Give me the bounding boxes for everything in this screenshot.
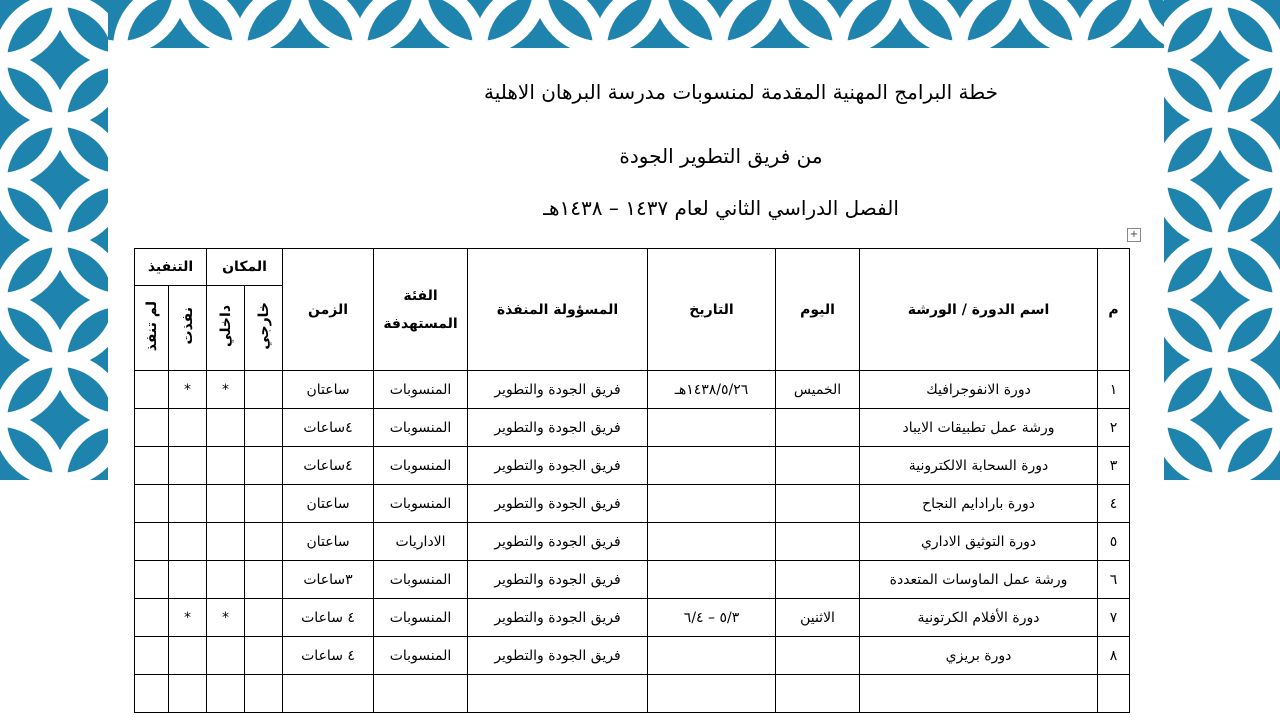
cell-internal	[207, 485, 245, 523]
cell-internal: *	[207, 371, 245, 409]
cell-responsible: فريق الجودة والتطوير	[468, 523, 648, 561]
header-exec-done	[169, 286, 207, 371]
table-row	[135, 485, 1130, 523]
cell-done	[169, 409, 207, 447]
header-target: الفئة المستهدفة	[374, 249, 468, 371]
cell-num: ٧	[1098, 599, 1130, 637]
cell-target: المنسوبات	[374, 599, 468, 637]
cell-external	[245, 447, 283, 485]
cell-date: ٥/٣ – ٦/٤	[648, 599, 776, 637]
table-row	[135, 371, 1130, 409]
cell-course: دورة بريزي	[860, 637, 1098, 675]
cell-time: ساعتان	[283, 523, 374, 561]
cell-responsible: فريق الجودة والتطوير	[468, 637, 648, 675]
cell-external	[245, 371, 283, 409]
table-row	[135, 599, 1130, 637]
cell-num: ٥	[1098, 523, 1130, 561]
cell-external	[245, 485, 283, 523]
cell-time: ٤ ساعات	[283, 599, 374, 637]
cell-day	[776, 447, 860, 485]
header-execution: التنفيذ	[135, 249, 207, 286]
cell-num: ٨	[1098, 637, 1130, 675]
table-move-handle-icon[interactable]: +	[1127, 228, 1141, 242]
top-pattern-band	[108, 0, 1164, 48]
cell-time: ساعتان	[283, 485, 374, 523]
cell-day: الخميس	[776, 371, 860, 409]
cell-not-done	[135, 523, 169, 561]
header-exec-not-done	[135, 286, 169, 371]
cell-num: ٢	[1098, 409, 1130, 447]
cell-done: *	[169, 599, 207, 637]
cell-date	[648, 409, 776, 447]
cell-external	[245, 599, 283, 637]
cell-responsible: فريق الجودة والتطوير	[468, 447, 648, 485]
cell-not-done	[135, 485, 169, 523]
header-place-external-label: خارجي	[255, 302, 272, 350]
cell-day	[776, 409, 860, 447]
cell-not-done	[135, 599, 169, 637]
table-row	[135, 561, 1130, 599]
cell-time: ٤ساعات	[283, 447, 374, 485]
cell-done	[169, 523, 207, 561]
cell-done	[169, 485, 207, 523]
cell-internal	[207, 523, 245, 561]
header-date: التاريخ	[648, 249, 776, 371]
cell-responsible: فريق الجودة والتطوير	[468, 485, 648, 523]
header-exec-done-label: نفذت	[179, 307, 196, 345]
circle-pattern	[108, 0, 1164, 48]
cell-num: ٦	[1098, 561, 1130, 599]
cell-responsible: فريق الجودة والتطوير	[468, 561, 648, 599]
cell-internal	[207, 447, 245, 485]
cell-date	[648, 485, 776, 523]
cell-day	[776, 637, 860, 675]
table-row	[135, 523, 1130, 561]
cell-not-done	[135, 371, 169, 409]
document-page	[108, 48, 1164, 720]
cell-external	[245, 637, 283, 675]
cell-num: ٤	[1098, 485, 1130, 523]
cell-responsible: فريق الجودة والتطوير	[468, 599, 648, 637]
cell-not-done	[135, 409, 169, 447]
cell-internal	[207, 561, 245, 599]
cell-time: ٣ساعات	[283, 561, 374, 599]
programs-table	[134, 248, 1130, 713]
cell-done	[169, 637, 207, 675]
cell-target: المنسوبات	[374, 371, 468, 409]
cell-target: المنسوبات	[374, 409, 468, 447]
cell-responsible: فريق الجودة والتطوير	[468, 409, 648, 447]
cell-course: دورة السحابة الالكترونية	[860, 447, 1098, 485]
cell-internal	[207, 409, 245, 447]
cell-not-done	[135, 637, 169, 675]
cell-done: *	[169, 371, 207, 409]
cell-responsible: فريق الجودة والتطوير	[468, 371, 648, 409]
table-row	[135, 409, 1130, 447]
table-row-cut	[135, 675, 1130, 713]
cell-course: دورة الأفلام الكرتونية	[860, 599, 1098, 637]
cell-internal: *	[207, 599, 245, 637]
header-exec-not-done-label: لم تنفذ	[143, 300, 160, 352]
header-place-internal-label: داخلي	[217, 305, 234, 347]
cell-target: المنسوبات	[374, 485, 468, 523]
cell-time: ساعتان	[283, 371, 374, 409]
header-responsible: المسؤولة المنفذة	[468, 249, 648, 371]
cell-target: المنسوبات	[374, 637, 468, 675]
cell-internal	[207, 637, 245, 675]
cell-course: ورشة عمل الماوسات المتعددة	[860, 561, 1098, 599]
cell-day: الاثنين	[776, 599, 860, 637]
cell-external	[245, 523, 283, 561]
cell-date	[648, 637, 776, 675]
left-pattern-band	[0, 0, 108, 480]
cell-num: ١	[1098, 371, 1130, 409]
cell-time: ٤ ساعات	[283, 637, 374, 675]
cell-course: دورة بارادايم النجاح	[860, 485, 1098, 523]
cell-day	[776, 561, 860, 599]
header-course: اسم الدورة / الورشة	[860, 249, 1098, 371]
cell-course: ورشة عمل تطبيقات الايباد	[860, 409, 1098, 447]
cell-done	[169, 561, 207, 599]
cell-course: دورة الانفوجرافيك	[860, 371, 1098, 409]
cell-day	[776, 485, 860, 523]
header-place: المكان	[207, 249, 283, 286]
circle-pattern	[0, 0, 108, 480]
cell-external	[245, 409, 283, 447]
document-term: الفصل الدراسي الثاني لعام ١٤٣٧ – ١٤٣٨هـ	[543, 196, 899, 220]
table-row	[135, 447, 1130, 485]
header-day: اليوم	[776, 249, 860, 371]
cell-course: دورة التوثيق الاداري	[860, 523, 1098, 561]
cell-day	[776, 523, 860, 561]
cell-not-done	[135, 561, 169, 599]
cell-date	[648, 561, 776, 599]
cell-time: ٤ساعات	[283, 409, 374, 447]
cell-target: الاداريات	[374, 523, 468, 561]
cell-done	[169, 447, 207, 485]
header-time: الزمن	[283, 249, 374, 371]
table-row	[135, 637, 1130, 675]
cell-num: ٣	[1098, 447, 1130, 485]
cell-date	[648, 523, 776, 561]
cell-target: المنسوبات	[374, 561, 468, 599]
header-num: م	[1098, 249, 1130, 371]
document-title: خطة البرامج المهنية المقدمة لمنسوبات مدرسة البرهان الاهلية	[483, 80, 999, 104]
document-subtitle: من فريق التطوير الجودة	[619, 144, 823, 168]
circle-pattern	[1164, 0, 1280, 480]
cell-target: المنسوبات	[374, 447, 468, 485]
header-place-internal	[207, 286, 245, 371]
header-place-external	[245, 286, 283, 371]
cell-date: ١٤٣٨/٥/٢٦هـ	[648, 371, 776, 409]
cell-date	[648, 447, 776, 485]
cell-external	[245, 561, 283, 599]
right-pattern-band	[1164, 0, 1280, 480]
cell-not-done	[135, 447, 169, 485]
